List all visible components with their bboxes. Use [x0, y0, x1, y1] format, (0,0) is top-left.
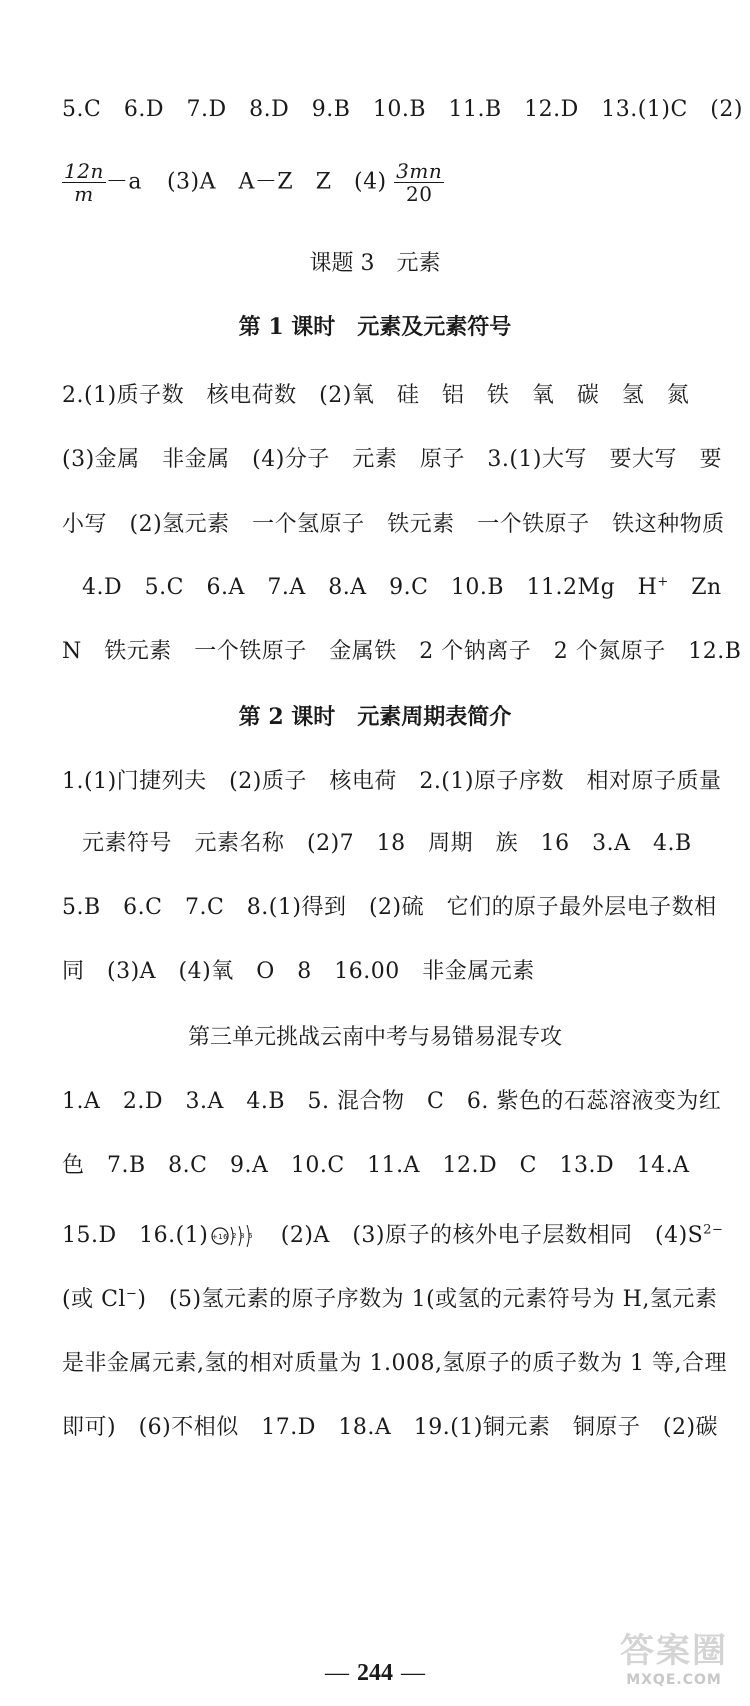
unit-3-line-3 — [62, 1218, 723, 1250]
answer-line-2 — [62, 160, 444, 205]
lesson-2-line-3: 5.B 6.C 7.C 8.(1)得到 (2)硫 它们的原子最外层电子数相 — [62, 895, 717, 920]
watermark-url: MXQE.COM — [626, 1672, 722, 1688]
unit-3-line-2: 色 7.B 8.C 9.A 10.C 11.A 12.D C 13.D 14.A — [62, 1153, 690, 1178]
watermark-logo — [620, 1623, 728, 1688]
unit-3-line-6: 即可) (6)不相似 17.D 18.A 19.(1)铜元素 铜原子 (2)碳 — [62, 1415, 719, 1440]
unit-3-line-1: 1.A 2.D 3.A 4.B 5. 混合物 C 6. 紫色的石蕊溶液变为红 — [62, 1089, 722, 1114]
superscript-charge: 2− — [703, 1222, 724, 1238]
section-title: 课题 3 元素 — [309, 251, 441, 276]
unit-3-line-3-text: 15.D 16.(1) — [62, 1223, 209, 1248]
lesson-2-line-1: 1.(1)门捷列夫 (2)质子 核电荷 2.(1)原子序数 相对原子质量 — [62, 769, 722, 794]
watermark-text: 答案圈 — [620, 1631, 728, 1671]
unit-3-line-4 — [62, 1282, 717, 1313]
minus-a: －a — [105, 169, 142, 195]
answer-part-3: (3)A A－Z Z (4) — [166, 169, 387, 195]
page-number-dash-right: — — [401, 1660, 425, 1686]
atom-nucleus-label: +16 — [212, 1233, 229, 1241]
page-number-value: 244 — [357, 1660, 393, 1686]
unit-3-line-4-text: (或 Cl — [62, 1287, 126, 1312]
unit-3-line-5: 是非金属元素,氢的相对质量为 1.008,氢原子的质子数为 1 等,合理 — [62, 1351, 727, 1376]
atom-structure-diagram-icon — [210, 1222, 256, 1250]
unit-3-title: 第三单元挑战云南中考与易错易混专攻 — [187, 1025, 562, 1050]
lesson-1-line-5: N 铁元素 一个铁原子 金属铁 2 个钠离子 2 个氮原子 12.B — [62, 639, 742, 664]
lesson-1-line-3: 小写 (2)氢元素 一个氢原子 铁元素 一个铁原子 铁这种物质 — [62, 512, 725, 537]
lesson-1-line-4 — [82, 570, 722, 601]
page-number-dash-left: — — [325, 1660, 349, 1686]
fraction-numerator: 12n — [64, 159, 104, 183]
lesson-1-title: 第 1 课时 元素及元素符号 — [238, 314, 512, 340]
shell-3-electrons: 6 — [248, 1232, 254, 1240]
shell-1-electrons: 2 — [232, 1232, 238, 1240]
answer-line-1: 5.C 6.D 7.D 8.D 9.B 10.B 11.B 12.D 13.(1)C (2) — [62, 97, 743, 122]
lesson-1-line-1: 2.(1)质子数 核电荷数 (2)氧 硅 铝 铁 氧 碳 氢 氮 — [62, 383, 690, 408]
lesson-1-line-4-tail: Zn — [668, 575, 722, 600]
unit-3-line-4-tail: ) (5)氢元素的原子序数为 1(或氢的元素符号为 H,氢元素 — [137, 1287, 718, 1312]
fraction-denominator: 20 — [405, 182, 433, 206]
unit-3-line-3-tail: (2)A (3)原子的核外电子层数相同 (4)S — [258, 1223, 704, 1248]
fraction-denominator: m — [74, 182, 94, 206]
lesson-2-line-4: 同 (3)A (4)氧 O 8 16.00 非金属元素 — [62, 959, 535, 984]
fraction-numerator: 3mn — [396, 159, 443, 183]
fraction-12n-over-m — [62, 160, 106, 205]
lesson-2-line-2: 元素符号 元素名称 (2)7 18 周期 族 16 3.A 4.B — [82, 831, 692, 856]
lesson-1-line-4-text: 4.D 5.C 6.A 7.A 8.A 9.C 10.B 11.2Mg H — [82, 575, 658, 600]
superscript: + — [657, 574, 669, 590]
shell-2-electrons: 8 — [240, 1232, 246, 1240]
fraction-3mn-over-20 — [394, 160, 444, 205]
superscript-charge: − — [125, 1286, 138, 1302]
lesson-2-title: 第 2 课时 元素周期表简介 — [238, 704, 512, 730]
lesson-1-line-2: (3)金属 非金属 (4)分子 元素 原子 3.(1)大写 要大写 要 — [62, 447, 722, 472]
